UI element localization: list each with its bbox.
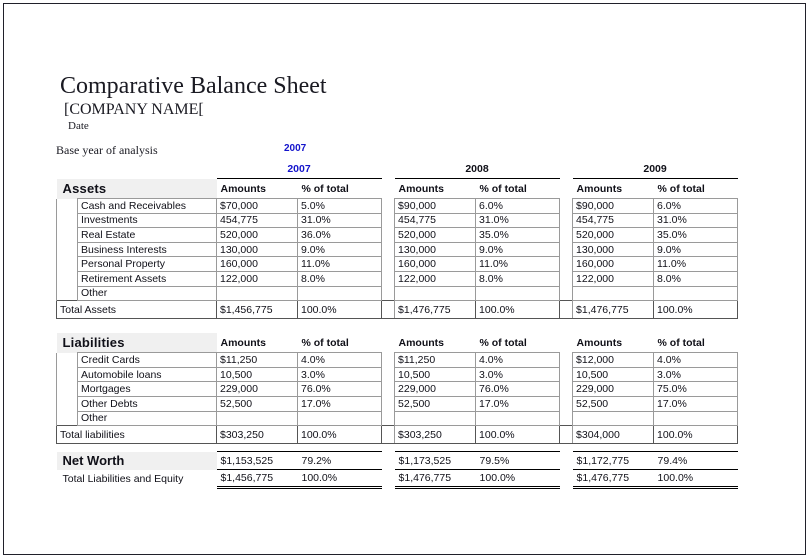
row-amount-2007[interactable] [217,286,298,301]
row-amount-2008[interactable]: 10,500 [395,367,476,382]
row-percent-2007[interactable] [298,286,382,301]
gap [382,411,395,426]
spacer [560,333,573,353]
balance-sheet-content [56,72,756,489]
row-percent-2008[interactable]: 4.0% [476,353,560,368]
row-indent [57,286,78,301]
row-amount-2007[interactable] [217,411,298,426]
table-row [57,382,738,397]
gap [560,396,573,411]
section-gap [57,444,738,452]
spacer [560,161,573,179]
row-amount-2009[interactable] [573,286,654,301]
assets-total-amount-2009: $1,476,775 [573,301,654,319]
row-indent [57,242,78,257]
assets-col-amounts-2009: Amounts [576,182,623,195]
gap [560,271,573,286]
row-indent [57,367,78,382]
row-percent-2008[interactable]: 3.0% [476,367,560,382]
row-percent-2009[interactable]: 17.0% [654,396,738,411]
liabilities-section-title: Liabilities [57,333,217,353]
row-indent [57,257,78,272]
table-row [57,213,738,228]
gap [382,228,395,243]
spacer [57,161,78,179]
row-percent-2008[interactable]: 6.0% [476,199,560,214]
row-percent-2007[interactable] [298,411,382,426]
gap [560,242,573,257]
row-label[interactable]: Automobile loans [78,367,217,382]
table-row [57,271,738,286]
spacer [78,161,217,179]
gap [382,286,395,301]
row-amount-2008[interactable] [395,286,476,301]
row-label[interactable]: Investments [78,213,217,228]
row-percent-2009[interactable]: 4.0% [654,353,738,368]
row-amount-2008[interactable]: 454,775 [395,213,476,228]
row-percent-2008[interactable]: 8.0% [476,271,560,286]
assets-col-amounts-2007: Amounts [220,182,266,195]
year-header-2009: 2009 [573,161,738,179]
gap [560,213,573,228]
net-worth-row [57,452,738,470]
row-amount-2009[interactable]: $12,000 [573,353,654,368]
row-amount-2007[interactable]: $11,250 [217,353,298,368]
row-percent-2007[interactable]: 9.0% [298,242,382,257]
row-percent-2009[interactable]: 8.0% [654,271,738,286]
row-percent-2009[interactable]: 6.0% [654,199,738,214]
gap [382,382,395,397]
liab-total-amount-2009: $304,000 [573,426,654,444]
gap [382,199,395,214]
row-indent [57,396,78,411]
spacer [560,179,573,199]
row-label[interactable]: Mortgages [78,382,217,397]
net-worth-percent-2007: 79.2% [298,452,382,470]
gap [382,396,395,411]
row-indent [57,271,78,286]
table-row [57,257,738,272]
gap [560,382,573,397]
gap [382,426,395,444]
gap [560,411,573,426]
table-row [57,228,738,243]
row-label[interactable]: Other Debts [78,396,217,411]
row-label[interactable]: Personal Property [78,257,217,272]
row-percent-2008[interactable] [476,411,560,426]
row-percent-2007[interactable]: 31.0% [298,213,382,228]
assets-col-amounts-2008: Amounts [398,182,445,195]
table-row [57,242,738,257]
base-year-label: Base year of analysis [56,143,158,157]
liab-col-amounts-2008: Amounts [398,336,445,349]
liab-total-percent-2008: 100.0% [476,426,560,444]
row-label[interactable]: Cash and Receivables [78,199,217,214]
section-gap [57,319,738,334]
row-label[interactable]: Other [78,411,217,426]
liabilities-total-label: Total liabilities [57,426,217,444]
assets-table [56,161,738,489]
total-liab-equity-amount-2009: $1,476,775 [573,470,654,488]
row-label[interactable]: Real Estate [78,228,217,243]
base-year-value[interactable]: 2007 [284,143,307,154]
row-percent-2008[interactable] [476,286,560,301]
total-liab-equity-percent-2007: 100.0% [298,470,382,488]
row-indent [57,411,78,426]
row-amount-2009[interactable]: 229,000 [573,382,654,397]
liab-total-amount-2008: $303,250 [395,426,476,444]
table-row [57,286,738,301]
row-percent-2007[interactable]: 17.0% [298,396,382,411]
assets-section-header-row [57,179,738,199]
row-amount-2008[interactable]: $11,250 [395,353,476,368]
row-percent-2009[interactable]: 75.0% [654,382,738,397]
row-amount-2008[interactable]: 160,000 [395,257,476,272]
row-amount-2008[interactable]: 520,000 [395,228,476,243]
row-percent-2009[interactable]: 9.0% [654,242,738,257]
gap [560,228,573,243]
liabilities-row-group [57,353,738,426]
net-worth-percent-2008: 79.5% [476,452,560,470]
row-amount-2008[interactable] [395,411,476,426]
liab-col-percent-2009: % of total [657,336,705,349]
row-indent [57,213,78,228]
liabilities-total-row [57,426,738,444]
row-percent-2009[interactable]: 3.0% [654,367,738,382]
assets-section-title: Assets [57,179,217,199]
row-amount-2007[interactable]: 229,000 [217,382,298,397]
table-row [57,396,738,411]
row-amount-2009[interactable]: 122,000 [573,271,654,286]
total-liab-equity-percent-2009: 100.0% [654,470,738,488]
row-amount-2008[interactable]: 130,000 [395,242,476,257]
total-liab-equity-amount-2008: $1,476,775 [395,470,476,488]
row-amount-2009[interactable]: 160,000 [573,257,654,272]
gap [382,470,395,488]
row-percent-2007[interactable]: 4.0% [298,353,382,368]
row-percent-2009[interactable]: 11.0% [654,257,738,272]
gap [560,257,573,272]
total-liab-equity-percent-2008: 100.0% [476,470,560,488]
gap [560,470,573,488]
row-percent-2008[interactable]: 35.0% [476,228,560,243]
gap [560,199,573,214]
liab-total-percent-2009: 100.0% [654,426,738,444]
gap [382,367,395,382]
assets-total-label: Total Assets [57,301,217,319]
row-label[interactable]: Credit Cards [78,353,217,368]
assets-col-percent-2007: % of total [301,182,349,195]
assets-total-percent-2009: 100.0% [654,301,738,319]
assets-total-row [57,301,738,319]
row-percent-2008[interactable]: 9.0% [476,242,560,257]
row-percent-2007[interactable]: 8.0% [298,271,382,286]
gap [382,242,395,257]
row-percent-2009[interactable] [654,286,738,301]
gap [57,319,738,334]
gap [560,426,573,444]
assets-total-amount-2007: $1,456,775 [217,301,298,319]
row-amount-2007[interactable]: 520,000 [217,228,298,243]
row-amount-2009[interactable]: 52,500 [573,396,654,411]
row-amount-2007[interactable]: $70,000 [217,199,298,214]
liabilities-section-header-row [57,333,738,353]
gap [382,257,395,272]
net-worth-percent-2009: 79.4% [654,452,738,470]
date-label[interactable]: Date [68,120,89,132]
row-label[interactable]: Retirement Assets [78,271,217,286]
row-percent-2007[interactable]: 3.0% [298,367,382,382]
gap [382,213,395,228]
spacer [382,333,395,353]
page-title: Comparative Balance Sheet [60,73,327,99]
gap [382,452,395,470]
assets-year-header-row [57,161,738,179]
net-worth-amount-2007: $1,153,525 [217,452,298,470]
row-amount-2008[interactable]: $90,000 [395,199,476,214]
table-row [57,367,738,382]
row-indent [57,199,78,214]
row-percent-2008[interactable]: 11.0% [476,257,560,272]
total-liab-equity-amount-2007: $1,456,775 [217,470,298,488]
year-header-2007: 2007 [217,161,382,179]
assets-total-percent-2008: 100.0% [476,301,560,319]
gap [560,452,573,470]
table-row [57,411,738,426]
row-amount-2009[interactable]: 454,775 [573,213,654,228]
row-percent-2007[interactable]: 76.0% [298,382,382,397]
row-percent-2008[interactable]: 31.0% [476,213,560,228]
gap [382,271,395,286]
assets-col-percent-2008: % of total [479,182,527,195]
net-worth-amount-2009: $1,172,775 [573,452,654,470]
gap [560,353,573,368]
row-amount-2007[interactable]: 454,775 [217,213,298,228]
spacer [382,179,395,199]
row-amount-2008[interactable]: 229,000 [395,382,476,397]
row-percent-2008[interactable]: 76.0% [476,382,560,397]
liab-col-amounts-2009: Amounts [576,336,623,349]
liab-col-percent-2008: % of total [479,336,527,349]
row-label[interactable]: Business Interests [78,242,217,257]
row-amount-2009[interactable]: 10,500 [573,367,654,382]
assets-total-amount-2008: $1,476,775 [395,301,476,319]
spacer [382,161,395,179]
liab-total-percent-2007: 100.0% [298,426,382,444]
row-amount-2009[interactable]: 130,000 [573,242,654,257]
net-worth-label: Net Worth [57,452,217,470]
row-amount-2008[interactable]: 52,500 [395,396,476,411]
table-row [57,199,738,214]
row-indent [57,382,78,397]
row-label[interactable]: Other [78,286,217,301]
gap [382,353,395,368]
row-indent [57,228,78,243]
row-indent [57,353,78,368]
row-amount-2008[interactable]: 122,000 [395,271,476,286]
row-percent-2008[interactable]: 17.0% [476,396,560,411]
gap [560,301,573,319]
liab-col-percent-2007: % of total [301,336,349,349]
base-year-row [56,141,756,161]
row-percent-2009[interactable]: 35.0% [654,228,738,243]
gap [560,286,573,301]
row-amount-2009[interactable]: $90,000 [573,199,654,214]
gap [382,301,395,319]
row-percent-2007[interactable]: 36.0% [298,228,382,243]
gap [57,444,738,452]
table-row [57,353,738,368]
row-amount-2009[interactable] [573,411,654,426]
assets-col-percent-2009: % of total [657,182,705,195]
company-name[interactable]: [COMPANY NAME[ [64,101,204,118]
liab-total-amount-2007: $303,250 [217,426,298,444]
liab-col-amounts-2007: Amounts [220,336,266,349]
assets-row-group [57,199,738,301]
row-amount-2007[interactable]: 122,000 [217,271,298,286]
row-percent-2007[interactable]: 5.0% [298,199,382,214]
row-percent-2007[interactable]: 11.0% [298,257,382,272]
row-amount-2007[interactable]: 52,500 [217,396,298,411]
row-amount-2007[interactable]: 160,000 [217,257,298,272]
row-amount-2009[interactable]: 520,000 [573,228,654,243]
assets-total-percent-2007: 100.0% [298,301,382,319]
total-liab-equity-label: Total Liabilities and Equity [62,472,184,485]
row-amount-2007[interactable]: 10,500 [217,367,298,382]
row-percent-2009[interactable]: 31.0% [654,213,738,228]
gap [560,367,573,382]
row-percent-2009[interactable] [654,411,738,426]
year-header-2008: 2008 [395,161,560,179]
row-amount-2007[interactable]: 130,000 [217,242,298,257]
total-liabilities-equity-row [57,470,738,488]
net-worth-amount-2008: $1,173,525 [395,452,476,470]
